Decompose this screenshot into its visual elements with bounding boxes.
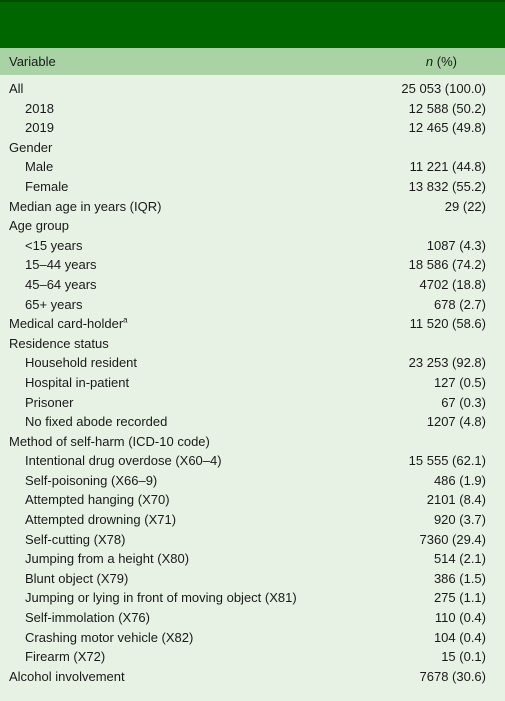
table-row (0, 353, 505, 373)
row-label-text: All (9, 81, 24, 96)
table-row (0, 510, 505, 530)
table-header (0, 48, 505, 75)
table-row (0, 157, 505, 177)
row-value: 18 586 (74.2) (408, 257, 486, 273)
row-value: 7360 (29.4) (419, 531, 486, 547)
table-body (0, 75, 505, 701)
table-row (0, 138, 505, 158)
row-label-text: 2019 (25, 120, 54, 136)
row-label (0, 373, 345, 393)
row-value: 514 (2.1) (433, 551, 486, 567)
row-value: 1207 (4.8) (426, 414, 486, 430)
row-label-text: Intentional drug overdose (X60–4) (25, 453, 222, 469)
table-row (0, 569, 505, 589)
row-label (0, 275, 345, 295)
header-n-percent (365, 54, 505, 69)
row-label (0, 608, 345, 628)
header-variable: Variable (9, 54, 56, 69)
row-label-text: Male (25, 159, 54, 175)
table-row (0, 275, 505, 295)
table-row (0, 393, 505, 413)
table-row (0, 667, 505, 687)
table-row (0, 412, 505, 432)
row-label-text: Blunt object (X79) (25, 570, 129, 586)
row-label (0, 314, 345, 334)
row-label (0, 510, 345, 530)
row-label (0, 569, 345, 589)
table-row (0, 197, 505, 217)
row-value: 67 (0.3) (441, 394, 486, 410)
table-row (0, 216, 505, 236)
row-value: 15 555 (62.1) (408, 453, 486, 469)
table-row (0, 79, 505, 99)
table-row (0, 490, 505, 510)
row-label-text: Household resident (25, 355, 138, 371)
row-value: 29 (22) (444, 198, 486, 214)
row-value: 15 (0.1) (441, 649, 486, 665)
row-label (0, 334, 345, 354)
row-value: 7678 (30.6) (419, 668, 486, 684)
row-value: 1087 (4.3) (426, 237, 486, 253)
table-row (0, 255, 505, 275)
table-row (0, 647, 505, 667)
header-n: n (425, 54, 434, 69)
row-label-text: Prisoner (25, 394, 74, 410)
row-value: 4702 (18.8) (419, 276, 486, 292)
row-label (0, 451, 345, 471)
row-label (0, 647, 345, 667)
row-value: 104 (0.4) (433, 629, 486, 645)
row-label (0, 197, 345, 217)
row-label (0, 393, 345, 413)
table-row (0, 177, 505, 197)
row-value: 920 (3.7) (433, 512, 486, 528)
row-label-text: No fixed abode recorded (25, 414, 168, 430)
row-label-text: Hospital in-patient (25, 374, 130, 390)
table-row (0, 608, 505, 628)
row-label-text: <15 years (25, 237, 83, 253)
table-row (0, 530, 505, 550)
row-label-text: Alcohol involvement (9, 668, 125, 684)
row-label-text: Attempted hanging (X70) (25, 492, 170, 508)
row-label-text: Self-immolation (X76) (25, 610, 150, 626)
table-row (0, 99, 505, 119)
table-title-bar (0, 0, 505, 48)
row-label (0, 432, 345, 452)
row-label (0, 667, 345, 687)
row-label (0, 236, 345, 256)
row-label-text: Age group (9, 218, 69, 234)
row-label (0, 99, 345, 119)
row-label (0, 138, 345, 158)
row-value: 678 (2.7) (433, 296, 486, 312)
row-label-text: Median age in years (IQR) (9, 198, 162, 214)
table-row (0, 471, 505, 491)
table-row (0, 314, 505, 334)
row-label (0, 353, 345, 373)
row-label (0, 412, 345, 432)
row-value: 25 053 (100.0) (401, 81, 486, 96)
row-value: 275 (1.1) (433, 590, 486, 606)
row-value: 486 (1.9) (433, 472, 486, 488)
table-row (0, 628, 505, 648)
row-label-text: 2018 (25, 100, 54, 116)
row-label (0, 177, 345, 197)
row-label (0, 216, 345, 236)
row-label (0, 490, 345, 510)
row-label-text: Medical card-holder (9, 316, 124, 332)
row-label (0, 530, 345, 550)
row-value: 12 588 (50.2) (408, 100, 486, 116)
row-label-text: Crashing motor vehicle (X82) (25, 629, 194, 645)
row-value: 11 520 (58.6) (409, 316, 486, 332)
row-value: 13 832 (55.2) (408, 178, 486, 194)
row-value: 12 465 (49.8) (408, 120, 486, 136)
row-label-text: Method of self-harm (ICD-10 code) (9, 433, 210, 449)
row-value: 386 (1.5) (433, 570, 486, 586)
row-label-text: Attempted drowning (X71) (25, 512, 177, 528)
row-value: 127 (0.5) (433, 374, 486, 390)
row-label-text: Firearm (X72) (25, 649, 106, 665)
header-percent: (%) (436, 54, 457, 69)
row-label (0, 628, 345, 648)
table-row (0, 334, 505, 354)
row-label (0, 295, 345, 315)
row-value: 11 221 (44.8) (409, 159, 486, 175)
table-row (0, 588, 505, 608)
row-label (0, 549, 345, 569)
row-label (0, 157, 345, 177)
table-row (0, 451, 505, 471)
row-label-text: Female (25, 178, 69, 194)
row-label (0, 79, 345, 99)
table-row (0, 295, 505, 315)
row-label (0, 588, 345, 608)
table-row (0, 549, 505, 569)
row-label (0, 255, 345, 275)
row-label-text: Gender (9, 139, 53, 155)
table-row (0, 432, 505, 452)
table-row (0, 373, 505, 393)
row-label-text: 45–64 years (25, 276, 97, 292)
row-label-text: Self-poisoning (X66–9) (25, 472, 158, 488)
row-label-text: Jumping from a height (X80) (25, 551, 190, 567)
row-label-text: Jumping or lying in front of moving object (X81) (25, 590, 297, 606)
row-value: 2101 (8.4) (426, 492, 486, 508)
row-label-text: 15–44 years (25, 257, 97, 273)
row-value: 110 (0.4) (434, 610, 486, 626)
table-row (0, 236, 505, 256)
row-label (0, 471, 345, 491)
row-value: 23 253 (92.8) (408, 355, 486, 371)
table-row (0, 118, 505, 138)
row-label-text: Residence status (9, 335, 109, 351)
footnote-marker: a (123, 315, 128, 325)
row-label-text: 65+ years (25, 296, 83, 312)
row-label (0, 118, 345, 138)
row-label-text: Self-cutting (X78) (25, 531, 126, 547)
